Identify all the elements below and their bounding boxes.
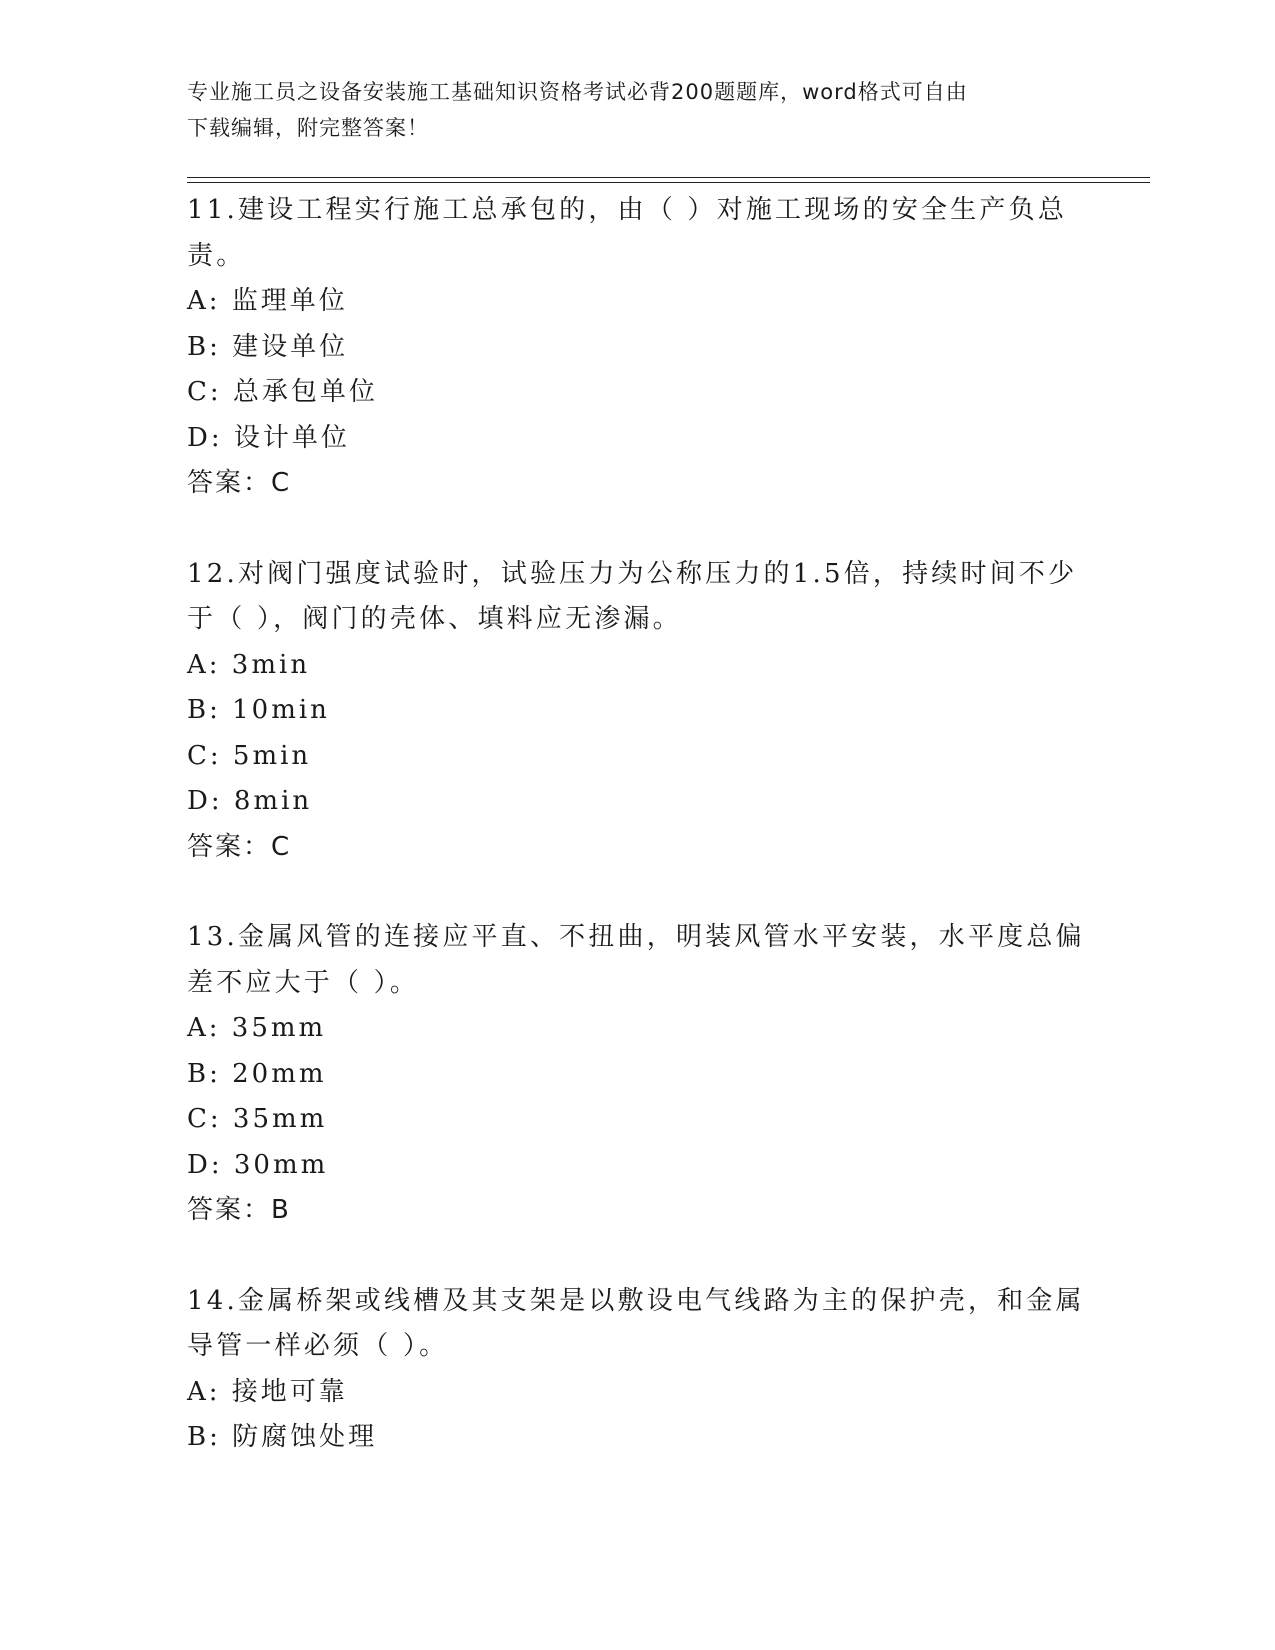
- header-line-2: 下载编辑，附完整答案！: [187, 116, 429, 140]
- question-list: [187, 188, 1087, 1461]
- option-c: C: 35mm: [187, 1104, 328, 1134]
- question-text-line-1: 14.金属桥架或线槽及其支架是以敷设电气线路为主的保护壳，和金属: [187, 1285, 1085, 1316]
- question-text-line-2: 差不应大于（ ）。: [187, 967, 420, 998]
- question-text-line-2: 于（ ），阀门的壳体、填料应无渗漏。: [187, 604, 682, 634]
- question-12: [187, 552, 1087, 871]
- question-13: [187, 915, 1087, 1234]
- option-a: A: 监理单位: [187, 286, 348, 316]
- question-text-line-1: 12.对阀门强度试验时，试验压力为公称压力的1.5倍，持续时间不少: [187, 558, 1078, 589]
- option-a: A: 35mm: [187, 1013, 327, 1043]
- option-d: D: 30mm: [187, 1149, 329, 1180]
- question-text-line-2: 责。: [187, 240, 246, 271]
- option-c: C: 5min: [187, 740, 312, 771]
- answer: 答案：C: [187, 831, 292, 862]
- option-b: B: 建设单位: [187, 331, 349, 362]
- document-header: [187, 74, 1067, 146]
- option-b: B: 10min: [187, 695, 330, 725]
- question-text-line-1: 13.金属风管的连接应平直、不扭曲，明装风管水平安装，水平度总偏: [187, 922, 1085, 952]
- question-14: [187, 1279, 1087, 1461]
- header-divider-top: [187, 177, 1150, 178]
- option-d: D: 8min: [187, 786, 313, 816]
- option-a: A: 3min: [187, 649, 311, 680]
- question-text-line-2: 导管一样必须（ ）。: [187, 1331, 449, 1361]
- option-a: A: 接地可靠: [187, 1376, 348, 1407]
- question-11: [187, 188, 1087, 507]
- header-line-1: 专业施工员之设备安装施工基础知识资格考试必背200题题库，word格式可自由: [187, 80, 968, 104]
- option-b: B: 防腐蚀处理: [187, 1422, 378, 1452]
- answer: 答案：C: [187, 468, 292, 498]
- option-d: D: 设计单位: [187, 422, 350, 453]
- header-divider-bottom: [187, 182, 1150, 183]
- answer: 答案：B: [187, 1195, 291, 1225]
- option-b: B: 20mm: [187, 1058, 327, 1089]
- option-c: C: 总承包单位: [187, 377, 378, 407]
- question-text-line-1: 11.建设工程实行施工总承包的，由（ ）对施工现场的安全生产负总: [187, 195, 1068, 225]
